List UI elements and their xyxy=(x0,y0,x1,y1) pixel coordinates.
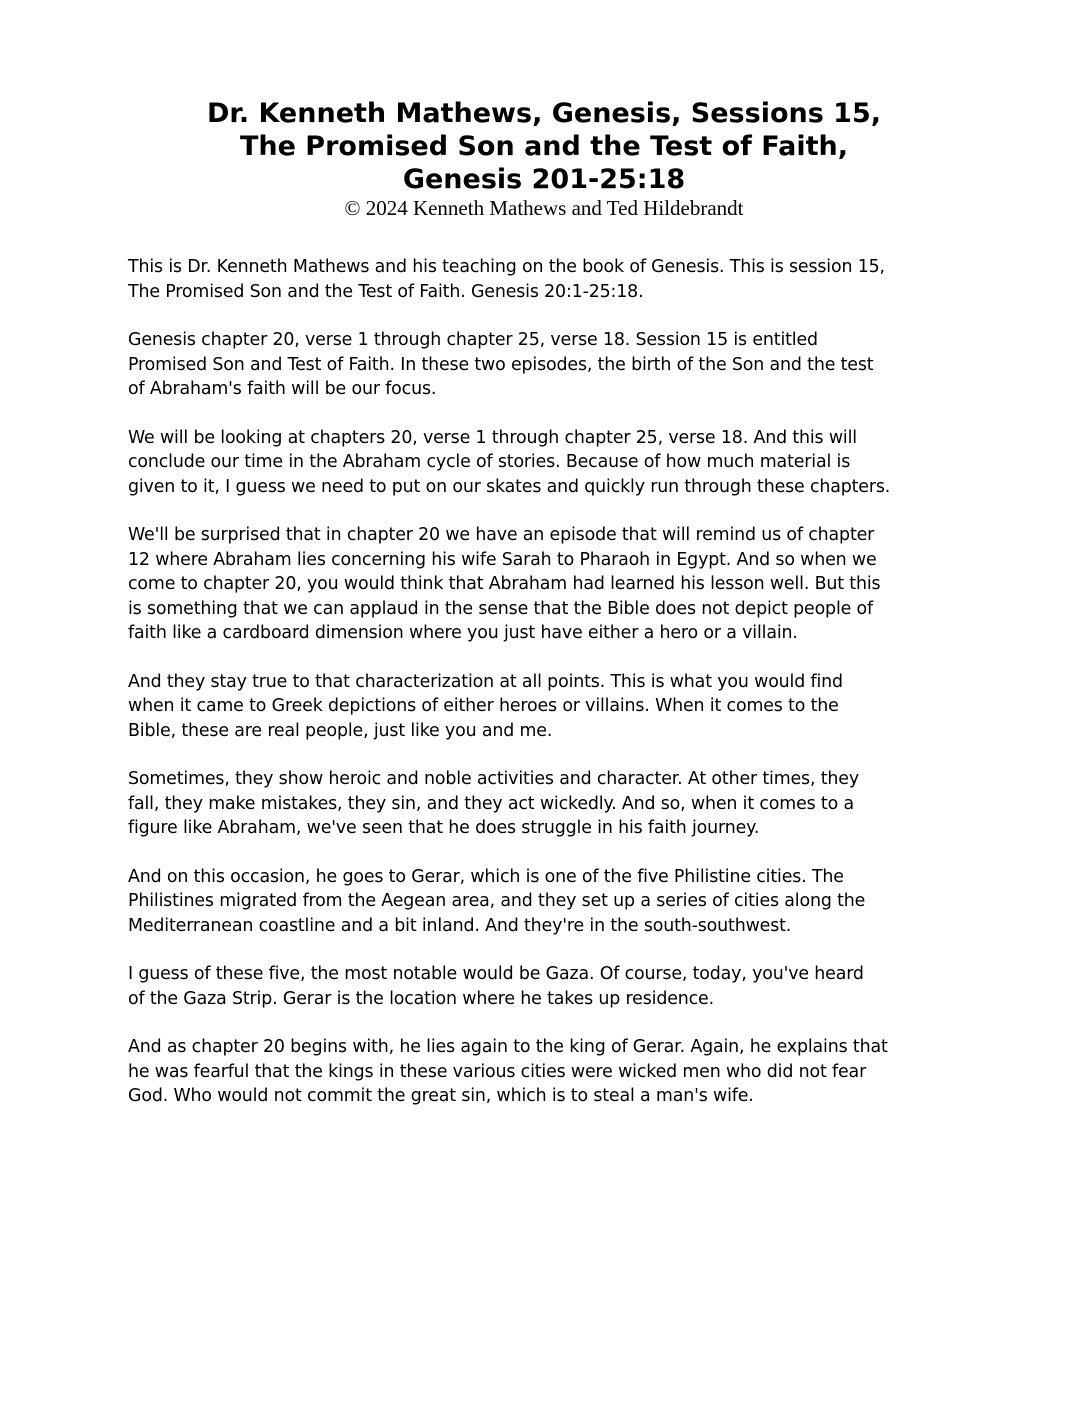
paragraph-line: Genesis chapter 20, verse 1 through chapter 25, verse 18. Session 15 is entitled xyxy=(128,330,818,350)
paragraph-line: he was fearful that the kings in these various cities were wicked men who did not fear xyxy=(128,1061,867,1082)
paragraph-8 xyxy=(128,962,968,1011)
paragraph-1 xyxy=(128,255,968,304)
paragraph-line: Philistines migrated from the Aegean area, and they set up a series of cities along the xyxy=(128,891,866,911)
paragraph-line: faith like a cardboard dimension where you just have either a hero or a villain. xyxy=(128,623,798,643)
paragraph-line: Mediterranean coastline and a bit inland. And they're in the south-southwest. xyxy=(128,915,792,936)
paragraph-line: come to chapter 20, you would think that Abraham had learned his lesson well. But this xyxy=(128,574,881,594)
paragraph-line: of Abraham's faith will be our focus. xyxy=(128,379,437,399)
paragraph-7 xyxy=(128,865,968,939)
paragraph-line: And they stay true to that characterization at all points. This is what you would find xyxy=(128,671,843,692)
paragraph-line: The Promised Son and the Test of Faith. Genesis 20:1-25:18. xyxy=(128,281,644,302)
paragraph-line: Promised Son and Test of Faith. In these two episodes, the birth of the Son and the test xyxy=(128,354,874,375)
paragraph-4 xyxy=(128,523,968,646)
paragraph-line: This is Dr. Kenneth Mathews and his teaching on the book of Genesis. This is session 15, xyxy=(128,257,885,277)
paragraph-line: We'll be surprised that in chapter 20 we have an episode that will remind us of chapter xyxy=(128,525,875,545)
paragraph-line: when it came to Greek depictions of either heroes or villains. When it comes to the xyxy=(128,696,839,716)
paragraph-line: And as chapter 20 begins with, he lies again to the king of Gerar. Again, he explains that xyxy=(128,1037,888,1057)
paragraph-line: God. Who would not commit the great sin, which is to steal a man's wife. xyxy=(128,1086,754,1106)
paragraph-line: given to it, I guess we need to put on our skates and quickly run through these chapters. xyxy=(128,476,891,497)
paragraph-2 xyxy=(128,328,968,402)
paragraph-6 xyxy=(128,767,968,841)
paragraph-line: of the Gaza Strip. Gerar is the location where he takes up residence. xyxy=(128,988,714,1009)
paragraph-line: I guess of these five, the most notable would be Gaza. Of course, today, you've heard xyxy=(128,964,864,984)
paragraph-line: conclude our time in the Abraham cycle of stories. Because of how much material is xyxy=(128,452,851,472)
paragraph-3 xyxy=(128,426,968,500)
paragraph-line: is something that we can applaud in the sense that the Bible does not depict people of xyxy=(128,598,874,619)
paragraph-line: figure like Abraham, we've seen that he does struggle in his faith journey. xyxy=(128,818,760,838)
paragraph-line: fall, they make mistakes, they sin, and they act wickedly. And so, when it comes to a xyxy=(128,793,854,814)
paragraph-9 xyxy=(128,1035,968,1109)
document-title-line-2: The Promised Son and the Test of Faith, xyxy=(239,131,849,162)
paragraph-5 xyxy=(128,670,968,744)
paragraph-line: Sometimes, they show heroic and noble activities and character. At other times, they xyxy=(128,769,859,789)
body-text xyxy=(128,255,968,1133)
title-block xyxy=(120,97,968,220)
document-title-line-3: Genesis 201-25:18 xyxy=(402,164,686,195)
paragraph-line: 12 where Abraham lies concerning his wife Sarah to Pharaoh in Egypt. And so when we xyxy=(128,549,877,570)
copyright-notice: © 2024 Kenneth Mathews and Ted Hildebrandt xyxy=(344,196,744,220)
paragraph-line: And on this occasion, he goes to Gerar, which is one of the five Philistine cities. The xyxy=(128,866,844,887)
paragraph-line: Bible, these are real people, just like you and me. xyxy=(128,720,553,741)
document-title-line-1: Dr. Kenneth Mathews, Genesis, Sessions 15, xyxy=(206,98,882,129)
paragraph-line: We will be looking at chapters 20, verse 1 through chapter 25, verse 18. And this will xyxy=(128,427,857,448)
